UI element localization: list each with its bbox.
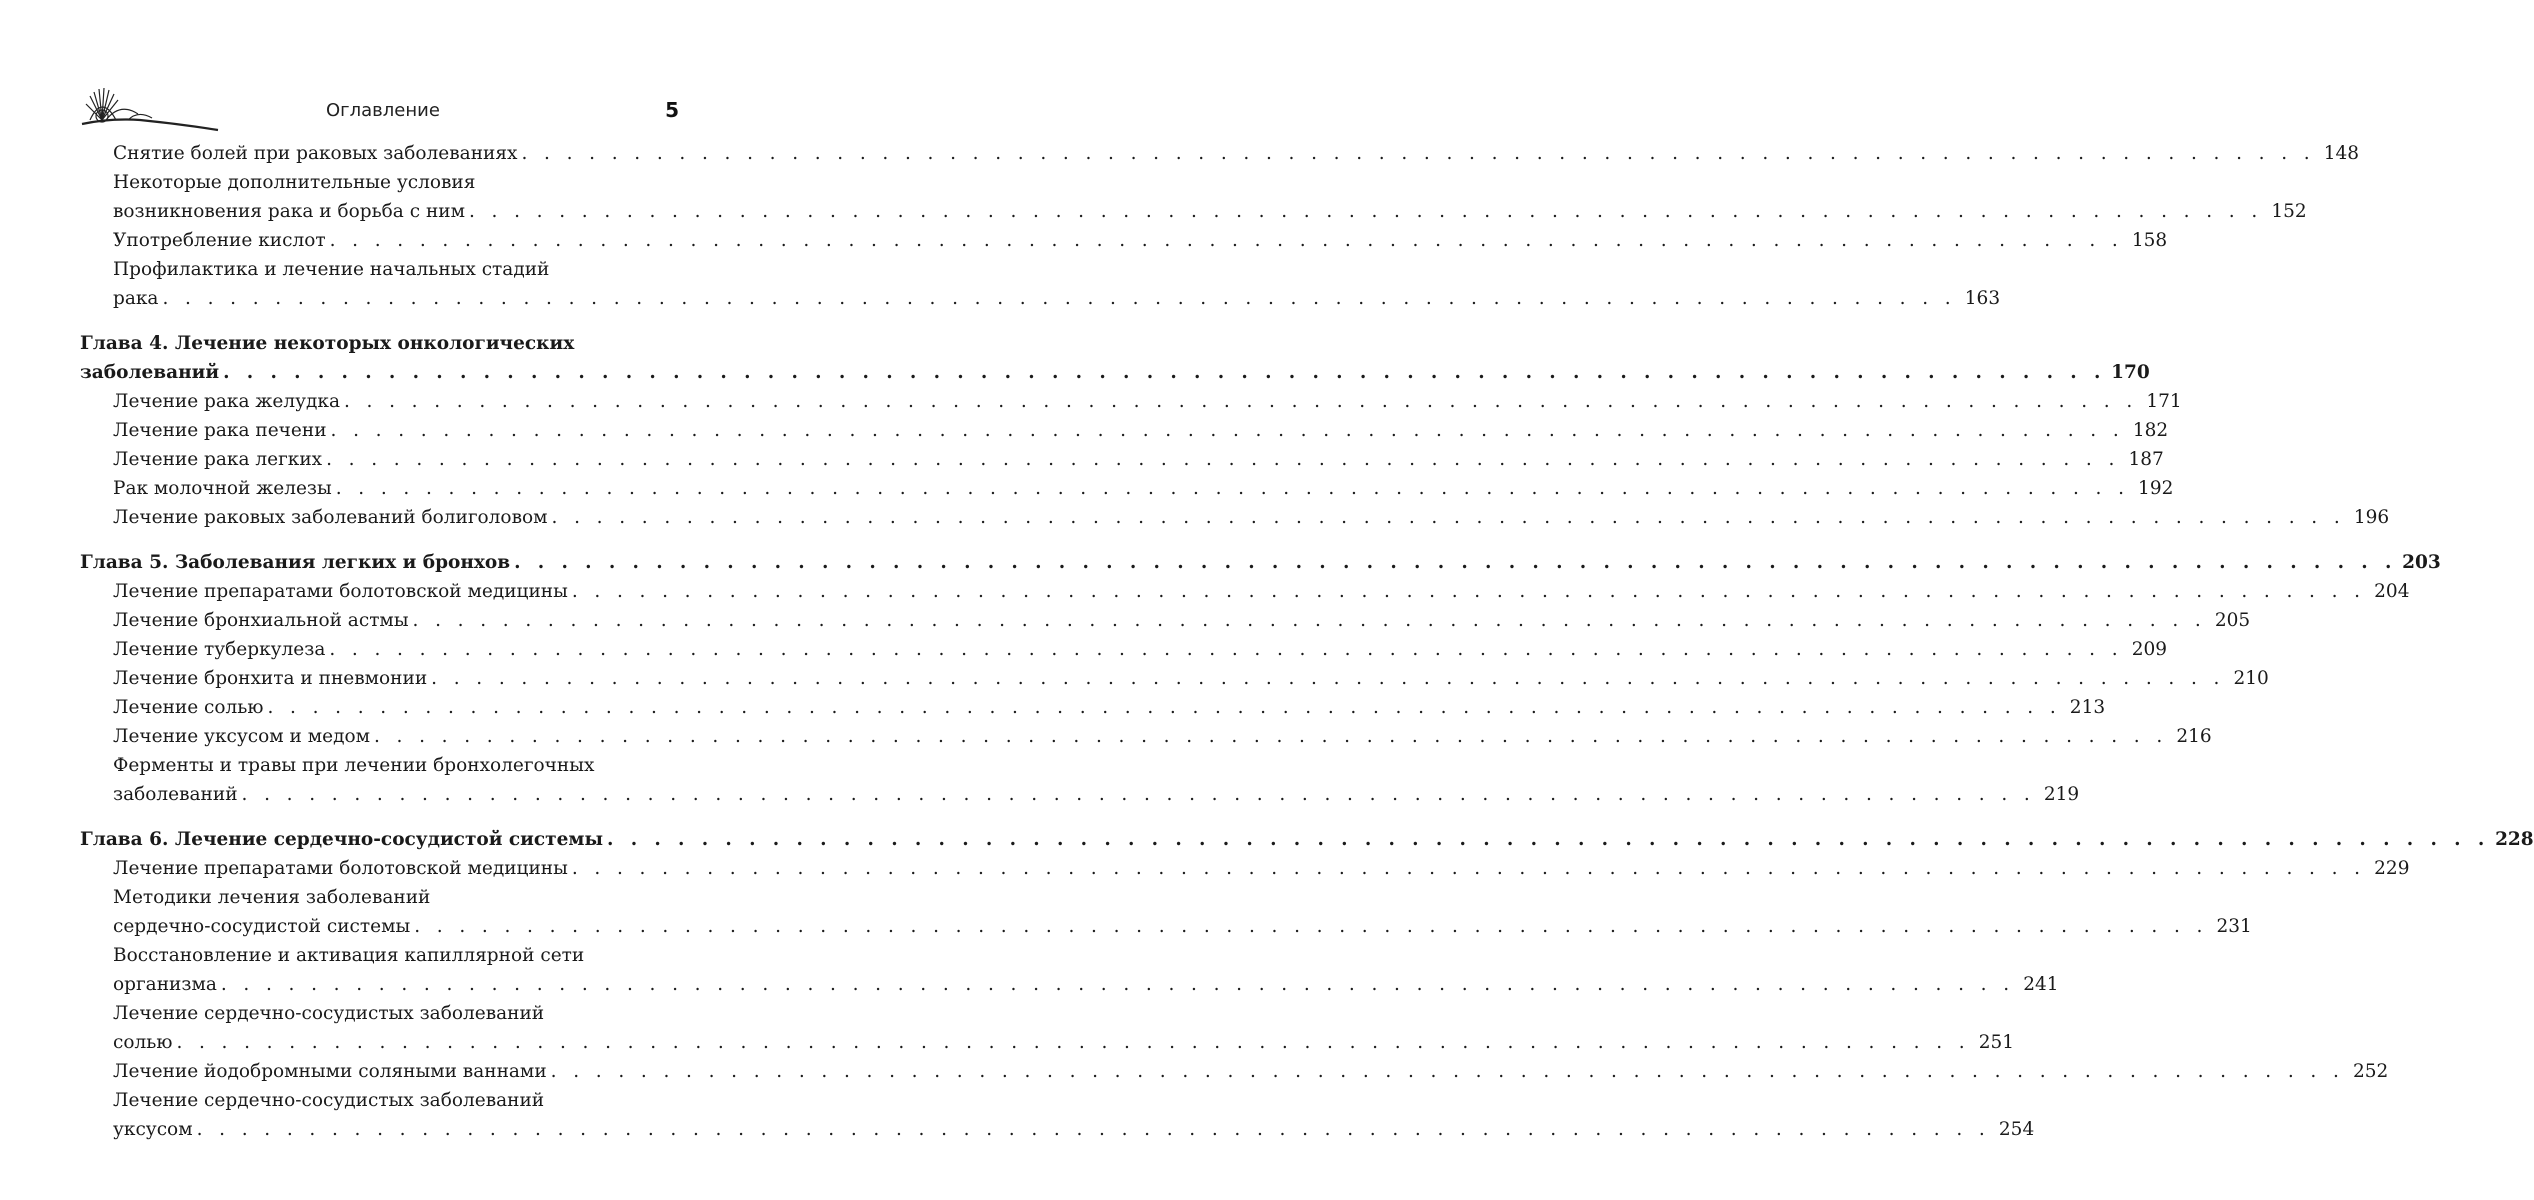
toc-entry-row [113,722,2212,751]
toc-page-number: 148 [2323,143,2360,164]
toc-section-entry[interactable] [80,168,2307,226]
toc-entry-row [113,284,2001,313]
toc-section-entry[interactable] [80,854,2410,883]
toc-section-entry[interactable] [80,722,2212,751]
toc-entry-title-line: Лечение туберкулеза [113,639,326,660]
toc-entry-title-line: Ферменты и травы при лечении бронхолегочных [113,755,595,776]
toc-entry-title-line: Лечение препаратами болотовской медицины [113,858,568,879]
toc-entry-title-line: Глава 6. Лечение сердечно-сосудистой системы [80,829,604,850]
section-gap [80,313,681,329]
toc-page-number: 203 [2402,552,2441,573]
toc-entry-title-line: Лечение раковых заболеваний болиголовом [113,507,548,528]
toc-page-number: 252 [2352,1061,2389,1082]
toc-section-entry[interactable] [80,139,2360,168]
toc-entry-title-line: Снятие болей при раковых заболеваниях [113,143,518,164]
toc-section-entry[interactable] [80,416,2169,445]
dot-leader: . . . . . . . . . . . . . . . . . . . . . . . . . . . . . . . . . . . . . . . . . . . . . . . . . . . . . . . . . . . . . . . . . . . . . . . . . . . . . . . . [521,143,2316,164]
toc-entry-title-line: возникновения рака и борьба с ним [113,201,465,222]
dot-leader: . . . . . . . . . . . . . . . . . . . . . . . . . . . . . . . . . . . . . . . . . . . . . . . . . . . . . . . . . . . . . . . . . . . . . . . . . . . . . . . . [241,784,2036,805]
toc-entry-row [113,854,2410,883]
table-of-contents [80,139,2534,1144]
toc-page-number: 219 [2043,784,2080,805]
toc-page-number: 209 [2131,639,2167,660]
dot-leader: . . . . . . . . . . . . . . . . . . . . . . . . . . . . . . . . . . . . . . . . . . . . . . . . . . . . . . . . . . . . . . . . . . . . . . . . . . . . . . . . [514,552,2397,573]
toc-section-entry[interactable] [80,255,2001,313]
toc-section-entry[interactable] [80,606,2251,635]
page-number: 5 [665,98,679,122]
toc-section-entry[interactable] [80,751,2080,809]
dot-leader: . . . . . . . . . . . . . . . . . . . . . . . . . . . . . . . . . . . . . . . . . . . . . . . . . . . . . . . . . . . . . . . . . . . . . . . . . . . . . . . . [267,697,2062,718]
toc-page-number: 170 [2111,362,2150,383]
toc-entry-row [113,445,2164,474]
toc-entry-title-line: Лечение йодобромными соляными ваннами [113,1061,547,1082]
toc-entry-row [113,1028,2015,1057]
sunflower-ornament-icon [80,80,220,132]
toc-entry-title-line: солью [113,1032,173,1053]
page-header [0,0,761,140]
toc-entry-row [80,825,2534,854]
toc-page-number: 210 [2233,668,2269,689]
dot-leader: . . . . . . . . . . . . . . . . . . . . . . . . . . . . . . . . . . . . . . . . . . . . . . . . . . . . . . . . . . . . . . . . . . . . . . . . . . . . . . . . [431,668,2225,689]
section-gap [80,809,681,825]
toc-section-entry[interactable] [80,941,2059,999]
toc-section-entry[interactable] [80,387,2182,416]
toc-page-number: 187 [2128,449,2164,470]
toc-entry-title-line: уксусом [113,1119,193,1140]
toc-entry-title-line: Лечение препаратами болотовской медицины [113,581,568,602]
toc-entry-title-line: организма [113,974,217,995]
toc-entry-row [113,387,2182,416]
toc-entry-title-line: Профилактика и лечение начальных стадий [113,259,550,280]
toc-entry-title-line: сердечно-сосудистой системы [113,916,411,937]
toc-page-number: 251 [1978,1032,2015,1053]
dot-leader: . . . . . . . . . . . . . . . . . . . . . . . . . . . . . . . . . . . . . . . . . . . . . . . . . . . . . . . . . . . . . . . . . . . . . . . . . . . . . . . . [176,1032,1971,1053]
toc-entry-title-line: Употребление кислот [113,230,326,251]
dot-leader: . . . . . . . . . . . . . . . . . . . . . . . . . . . . . . . . . . . . . . . . . . . . . . . . . . . . . . . . . . . . . . . . . . . . . . . . . . . . . . . . [335,478,2130,499]
dot-leader: . . . . . . . . . . . . . . . . . . . . . . . . . . . . . . . . . . . . . . . . . . . . . . . . . . . . . . . . . . . . . . . . . . . . . . . . . . . . . . . . [607,829,2490,850]
toc-entry-title-line: Методики лечения заболеваний [113,887,431,908]
toc-entry-row [113,1115,2035,1144]
toc-entry-row [113,139,2360,168]
toc-entry-row [113,780,2080,809]
toc-page-number: 241 [2023,974,2059,995]
toc-section-entry[interactable] [80,1057,2389,1086]
toc-section-entry[interactable] [80,693,2106,722]
toc-entry-title-line: Лечение рака печени [113,420,327,441]
toc-section-entry[interactable] [80,474,2174,503]
section-gap [80,532,681,548]
toc-page-number: 213 [2069,697,2106,718]
toc-page-number: 163 [1964,288,2001,309]
toc-entry-row [113,197,2307,226]
toc-section-entry[interactable] [80,503,2390,532]
toc-entry-title-line: Лечение бронхиальной астмы [113,610,409,631]
toc-page-number: 216 [2176,726,2212,747]
toc-entry-title-line: Глава 5. Заболевания легких и бронхов [80,552,511,573]
toc-entry-row [113,635,2167,664]
toc-page-number: 196 [2353,507,2390,528]
toc-page-number: 254 [1998,1119,2035,1140]
dot-leader: . . . . . . . . . . . . . . . . . . . . . . . . . . . . . . . . . . . . . . . . . . . . . . . . . . . . . . . . . . . . . . . . . . . . . . . . . . . . . . . . [344,391,2138,412]
toc-section-entry[interactable] [80,664,2269,693]
dot-leader: . . . . . . . . . . . . . . . . . . . . . . . . . . . . . . . . . . . . . . . . . . . . . . . . . . . . . . . . . . . . . . . . . . . . . . . . . . . . . . . . [196,1119,1991,1140]
toc-page-number: 204 [2374,581,2410,602]
toc-entry-row [113,970,2059,999]
dot-leader: . . . . . . . . . . . . . . . . . . . . . . . . . . . . . . . . . . . . . . . . . . . . . . . . . . . . . . . . . . . . . . . . . . . . . . . . . . . . . . . . [551,507,2346,528]
toc-entry-row [113,416,2169,445]
toc-page-number: 205 [2214,610,2251,631]
dot-leader: . . . . . . . . . . . . . . . . . . . . . . . . . . . . . . . . . . . . . . . . . . . . . . . . . . . . . . . . . . . . . . . . . . . . . . . . . . . . . . . . [571,858,2366,879]
toc-entry-title-line: Лечение бронхита и пневмонии [113,668,428,689]
toc-entry-row [113,503,2390,532]
toc-entry-row [113,664,2269,693]
toc-entry-title-line: Лечение рака легких [113,449,323,470]
toc-page-number: 152 [2271,201,2307,222]
toc-entry-title-line: Глава 4. Лечение некоторых онкологических [80,333,575,354]
dot-leader: . . . . . . . . . . . . . . . . . . . . . . . . . . . . . . . . . . . . . . . . . . . . . . . . . . . . . . . . . . . . . . . . . . . . . . . . . . . . . . . . [326,449,2120,470]
dot-leader: . . . . . . . . . . . . . . . . . . . . . . . . . . . . . . . . . . . . . . . . . . . . . . . . . . . . . . . . . . . . . . . . . . . . . . . . . . . . . . . . [412,610,2207,631]
toc-chapter-entry[interactable] [80,329,2150,387]
toc-entry-row [80,358,2150,387]
dot-leader: . . . . . . . . . . . . . . . . . . . . . . . . . . . . . . . . . . . . . . . . . . . . . . . . . . . . . . . . . . . . . . . . . . . . . . . . . . . . . . . . [162,288,1957,309]
toc-entry-row [113,474,2174,503]
toc-page-number: 171 [2146,391,2182,412]
toc-entry-title-line: Лечение сердечно-сосудистых заболеваний [113,1090,545,1111]
toc-section-entry[interactable] [80,635,2167,664]
toc-page-number: 229 [2374,858,2410,879]
dot-leader: . . . . . . . . . . . . . . . . . . . . . . . . . . . . . . . . . . . . . . . . . . . . . . . . . . . . . . . . . . . . . . . . . . . . . . . . . . . . . . . . [329,230,2124,251]
toc-page-number: 228 [2495,829,2534,850]
toc-page-number: 158 [2131,230,2168,251]
dot-leader: . . . . . . . . . . . . . . . . . . . . . . . . . . . . . . . . . . . . . . . . . . . . . . . . . . . . . . . . . . . . . . . . . . . . . . . . . . . . . . . . [330,420,2125,441]
dot-leader: . . . . . . . . . . . . . . . . . . . . . . . . . . . . . . . . . . . . . . . . . . . . . . . . . . . . . . . . . . . . . . . . . . . . . . . . . . . . . . . . [469,201,2263,222]
toc-entry-title-line: заболеваний [80,362,220,383]
toc-section-entry[interactable] [80,577,2410,606]
toc-entry-row [113,693,2106,722]
toc-entry-title-line: Восстановление и активация капиллярной сети [113,945,585,966]
toc-page-number: 231 [2216,916,2252,937]
toc-entry-title-line: рака [113,288,159,309]
dot-leader: . . . . . . . . . . . . . . . . . . . . . . . . . . . . . . . . . . . . . . . . . . . . . . . . . . . . . . . . . . . . . . . . . . . . . . . . . . . . . . . . [220,974,2015,995]
dot-leader: . . . . . . . . . . . . . . . . . . . . . . . . . . . . . . . . . . . . . . . . . . . . . . . . . . . . . . . . . . . . . . . . . . . . . . . . . . . . . . . . [329,639,2123,660]
dot-leader: . . . . . . . . . . . . . . . . . . . . . . . . . . . . . . . . . . . . . . . . . . . . . . . . . . . . . . . . . . . . . . . . . . . . . . . . . . . . . . . . [223,362,2106,383]
toc-entry-title-line: заболеваний [113,784,238,805]
toc-entry-title-line: Лечение сердечно-сосудистых заболеваний [113,1003,545,1024]
toc-entry-title-line: Лечение уксусом и медом [113,726,370,747]
running-header-title: Оглавление [326,100,440,121]
toc-entry-row [113,606,2251,635]
toc-entry-title-line: Некоторые дополнительные условия [113,172,476,193]
toc-page-number: 182 [2132,420,2169,441]
toc-chapter-entry[interactable] [80,548,2441,577]
toc-entry-title-line: Лечение рака желудка [113,391,340,412]
dot-leader: . . . . . . . . . . . . . . . . . . . . . . . . . . . . . . . . . . . . . . . . . . . . . . . . . . . . . . . . . . . . . . . . . . . . . . . . . . . . . . . . [374,726,2168,747]
toc-entry-row [113,1057,2389,1086]
dot-leader: . . . . . . . . . . . . . . . . . . . . . . . . . . . . . . . . . . . . . . . . . . . . . . . . . . . . . . . . . . . . . . . . . . . . . . . . . . . . . . . . [571,581,2366,602]
dot-leader: . . . . . . . . . . . . . . . . . . . . . . . . . . . . . . . . . . . . . . . . . . . . . . . . . . . . . . . . . . . . . . . . . . . . . . . . . . . . . . . . [414,916,2208,937]
toc-section-entry[interactable] [80,1086,2035,1144]
dot-leader: . . . . . . . . . . . . . . . . . . . . . . . . . . . . . . . . . . . . . . . . . . . . . . . . . . . . . . . . . . . . . . . . . . . . . . . . . . . . . . . . [550,1061,2345,1082]
toc-section-entry[interactable] [80,883,2252,941]
toc-page-number: 192 [2138,478,2174,499]
toc-section-entry[interactable] [80,445,2164,474]
toc-entry-row [80,548,2441,577]
toc-section-entry[interactable] [80,226,2168,255]
toc-chapter-entry[interactable] [80,825,2534,854]
toc-entry-row [113,912,2252,941]
toc-entry-row [113,577,2410,606]
toc-section-entry[interactable] [80,999,2015,1057]
toc-entry-title-line: Лечение солью [113,697,264,718]
toc-entry-row [113,226,2168,255]
toc-entry-title-line: Рак молочной железы [113,478,332,499]
